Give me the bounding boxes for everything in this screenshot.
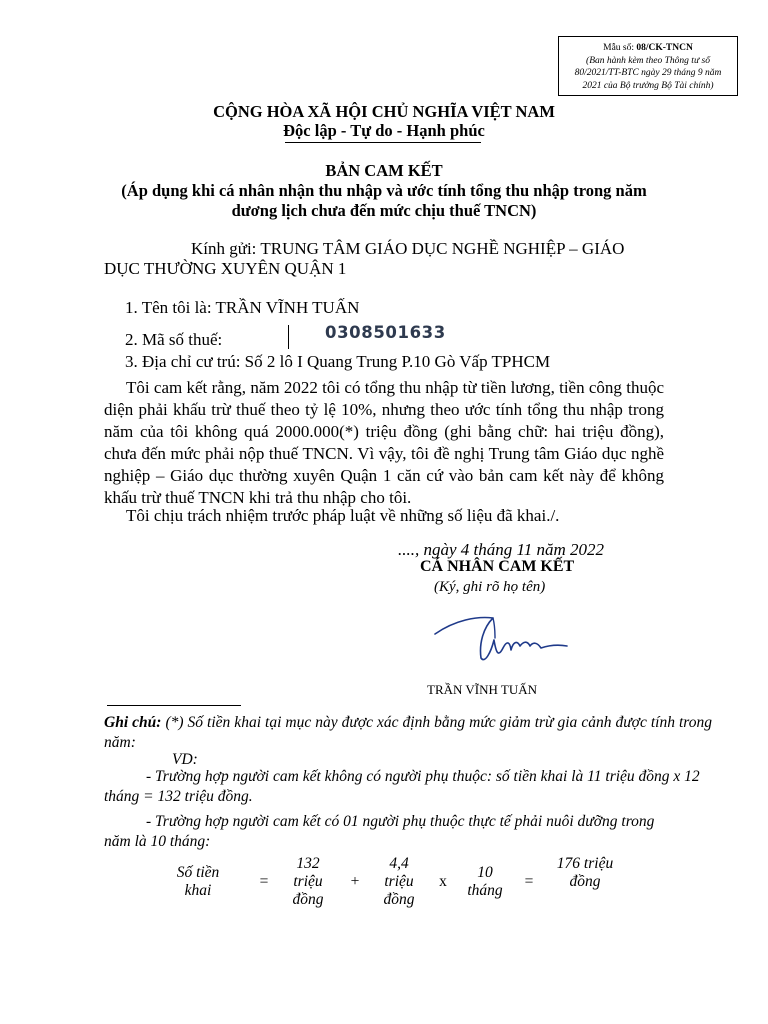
commitment-paragraph: Tôi cam kết rằng, năm 2022 tôi có tổng thu nhập từ tiền lương, tiền công thuộc diện phải khấu trừ thuế theo tỷ lệ 10%, nhưng theo ước tính tổng thu nhập trong năm của tôi không quá 2000.000(*) triệu đồng (ghi bằng chữ: hai triệu đồng), chưa đến mức phải nộp thuế TNCN. Vì vậy, tôi đề nghị Trung tâm Giáo dục nghề nghiệp – Giáo dục thường xuyên Quận 1 căn cứ vào bản cam kết này để không khấu trừ thuế TNCN khi trả thu nhập cho tôi. <box>104 378 664 507</box>
formula-equals: = <box>524 873 534 890</box>
footnote-body: (*) Số tiền khai tại mục này được xác định bằng mức giảm trừ gia cảnh được tính trong năm: <box>104 714 712 751</box>
country-heading: CỘNG HÒA XÃ HỘI CHỦ NGHĨA VIỆT NAM <box>213 102 555 121</box>
formula-times: x <box>439 873 447 890</box>
formula-equals: = <box>259 873 269 890</box>
handwritten-signature <box>425 612 575 672</box>
formula-text: tháng <box>467 882 503 899</box>
form-issued-by-line: 2021 của Bộ trưởng Bộ Tài chính) <box>582 80 714 91</box>
form-issued-by-line: (Ban hành kèm theo Thông tư số <box>586 55 710 66</box>
formula-text: Số tiền <box>176 864 220 881</box>
footnote-label: Ghi chú: <box>104 714 162 731</box>
form-code-value: 08/CK-TNCN <box>636 43 693 53</box>
form-code-box <box>558 36 738 96</box>
motto-underline <box>285 142 481 143</box>
document-subtitle-line1: (Áp dụng khi cá nhân nhận thu nhập và ước tính tổng thu nhập trong năm <box>121 181 647 200</box>
tax-code-label: 2. Mã số thuế: <box>125 330 223 349</box>
formula-text: 4,4 <box>389 855 409 872</box>
responsibility-paragraph: Tôi chịu trách nhiệm trước pháp luật về những số liệu đã khai./. <box>126 506 560 525</box>
document-subtitle-line2: dương lịch chưa đến mức chịu thuế TNCN) <box>231 201 537 220</box>
text-cursor <box>288 325 289 349</box>
formula-text: 10 <box>477 864 493 881</box>
example-case-1: - Trường hợp người cam kết không có người phụ thuộc: số tiền khai là 11 triệu đồng x 12 tháng = 132 triệu đồng. <box>104 768 700 805</box>
document-title: BẢN CAM KẾT <box>325 161 443 180</box>
formula-text: đồng <box>292 891 324 908</box>
form-code-prefix: Mẫu số: <box>603 43 637 53</box>
signer-name: TRẦN VĨNH TUẤN <box>427 682 538 697</box>
formula-term-c <box>454 864 516 900</box>
footnote-separator <box>107 705 241 706</box>
signature-date: ...., ngày 4 tháng 11 năm 2022 <box>398 540 605 559</box>
formula-term-b <box>368 855 430 909</box>
formula-term-a <box>276 855 340 909</box>
formula-text: khai <box>184 882 212 899</box>
formula-text: 176 triệu <box>556 855 614 872</box>
example-label: VD: <box>172 751 198 768</box>
motto: Độc lập - Tự do - Hạnh phúc <box>283 121 485 140</box>
footnote-text <box>104 713 712 753</box>
formula-text: triệu <box>293 873 323 890</box>
formula-text: đồng <box>569 873 601 890</box>
formula-result <box>544 855 626 891</box>
formula-term-label <box>160 864 236 900</box>
address-field: 3. Địa chỉ cư trú: Số 2 lô I Quang Trung P.10 Gò Vấp TPHCM <box>125 352 551 371</box>
recipient-line1: Kính gửi: TRUNG TÂM GIÁO DỤC NGHỀ NGHIỆP – GIÁO <box>191 239 625 258</box>
name-field: 1. Tên tôi là: TRẦN VĨNH TUẤN <box>125 298 360 317</box>
formula-text: triệu <box>384 873 414 890</box>
form-issued-by-line: 80/2021/TT-BTC ngày 29 tháng 9 năm <box>574 68 722 78</box>
formula-plus: + <box>350 873 360 890</box>
recipient-line2: DỤC THƯỜNG XUYÊN QUẬN 1 <box>104 259 347 278</box>
example-case-2: - Trường hợp người cam kết có 01 người phụ thuộc thực tế phải nuôi dưỡng trong năm là 10 tháng: <box>104 813 655 850</box>
formula-text: 132 <box>296 855 320 872</box>
signature-instruction: (Ký, ghi rõ họ tên) <box>434 579 546 595</box>
formula-text: đồng <box>383 891 415 908</box>
tax-code-value: 0308501633 <box>325 323 446 342</box>
signature-role: CÁ NHÂN CAM KẾT <box>420 558 575 575</box>
form-code <box>561 42 735 55</box>
